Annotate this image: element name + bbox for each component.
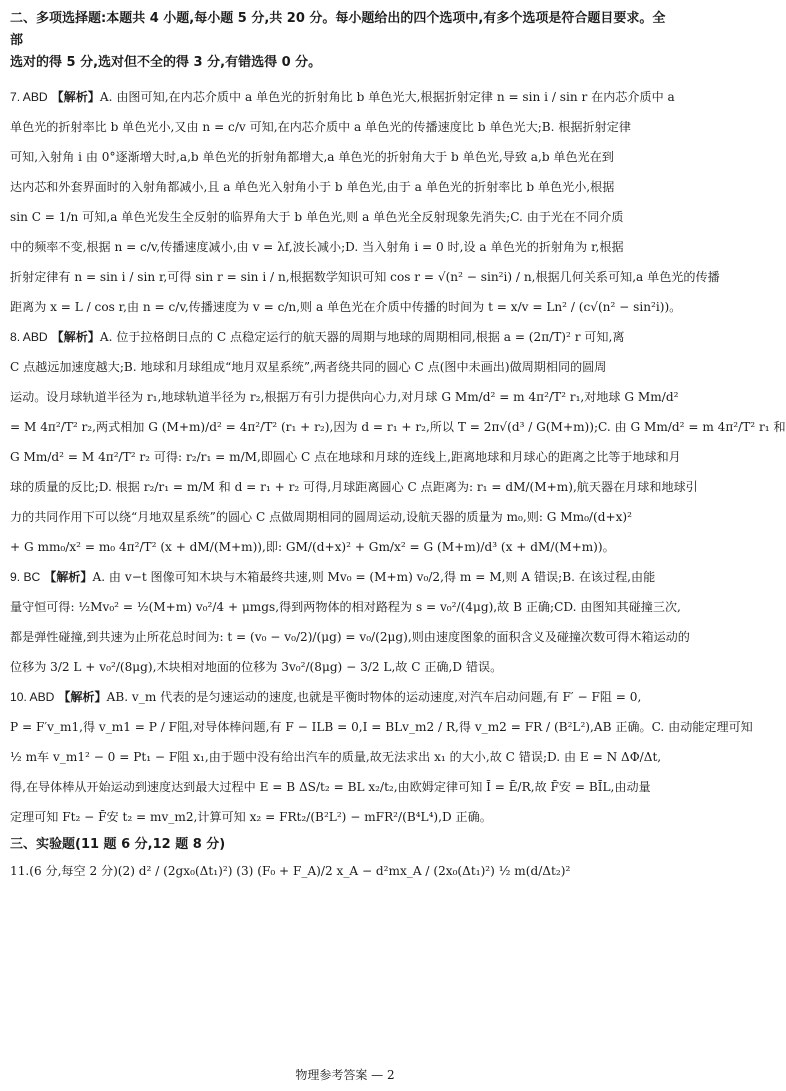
answer-9-line-2: 量守恒可得: ½Mv₀² = ½(M+m) v₀²/4 + μmgs,得到两物体的相对路程为 s = v₀²/(4μg),故 B 正确;CD. 由图知其碰撞三次, — [10, 600, 681, 614]
answer-7-line-2: 单色光的折射率比 b 单色光小,又由 n = c/v 可知,在内芯介质中 a 单色光的传播速度比 b 单色光大;B. 根据折射定律 — [10, 120, 631, 134]
answer-7-line-1: A. 由图可知,在内芯介质中 a 单色光的折射角比 b 单色光大,根据折射定律 n = sin i / sin r 在内芯介质中 a — [99, 90, 675, 104]
answer-8-line-7: 力的共同作用下可以绕“月地双星系统”的圆心 C 点做周期相同的圆周运动,设航天器的质量为 m₀,则: G Mm₀/(d+x)² — [10, 510, 632, 524]
answer-7-number: 7. ABD — [10, 90, 48, 104]
answer-8-line-4: = M 4π²/T² r₂,两式相加 G (M+m)/d² = 4π²/T² (r₁ + r₂),因为 d = r₁ + r₂,所以 T = 2π√(d³ / G(M+m));C. 由 G Mm/d² = m 4π²/T² r₁ 和 — [10, 420, 786, 434]
answer-7-tag: 【解析】 — [51, 90, 100, 104]
answer-10-line-3: ½ m车 v_m1² − 0 = Pt₁ − F阻 x₁,由于题中没有给出汽车的质量,故无法求出 x₁ 的大小,故 C 错误;D. 由 E = N ΔΦ/Δt, — [10, 750, 662, 764]
answer-7 — [10, 82, 720, 322]
answer-10-line-4: 得,在导体棒从开始运动到速度达到最大过程中 E = B ΔS/t₂ = BL x₂/t₂,由欧姆定律可知 Ī = Ē/R,故 F̄安 = BĪL,由动量 — [10, 780, 651, 794]
answer-7-line-7: 折射定律有 n = sin i / sin r,可得 sin r = sin i / n,根据数学知识可知 cos r = √(n² − sin²i) / n,根据几何关系可知,a 单色光的传播 — [10, 270, 720, 284]
page-footer: 物理参考答案 — 2 — [295, 1068, 395, 1082]
answer-8-line-8: + G mm₀/x² = m₀ 4π²/T² (x + dM/(M+m)),即: GM/(d+x)² + Gm/x² = G (M+m)/d³ (x + dM/(M+m))。 — [10, 540, 615, 554]
answer-8-tag: 【解析】 — [51, 330, 100, 344]
answer-9-tag: 【解析】 — [44, 570, 93, 584]
answer-7-line-8: 距离为 x = L / cos r,由 n = c/v,传播速度为 v = c/n,则 a 单色光在介质中传播的时间为 t = x/v = Ln² / (c√(n² − sin²i))。 — [10, 300, 682, 314]
answer-7-line-3: 可知,入射角 i 由 0°逐渐增大时,a,b 单色光的折射角都增大,a 单色光的折射角大于 b 单色光,导致 a,b 单色光在到 — [10, 150, 614, 164]
answer-8-line-3: 运动。设月球轨道半径为 r₁,地球轨道半径为 r₂,根据万有引力提供向心力,对月球 G Mm/d² = m 4π²/T² r₁,对地球 G Mm/d² — [10, 390, 679, 404]
answer-10-line-2: P = F′v_m1,得 v_m1 = P / F阻,对导体棒问题,有 F − ILB = 0,I = BLv_m2 / R,得 v_m2 = FR / (B²L²),AB 正确。C. 由动能定理可知 — [10, 720, 753, 734]
answer-9-line-4: 位移为 3/2 L + v₀²/(8μg),木块相对地面的位移为 3v₀²/(8μg) − 3/2 L,故 C 正确,D 错误。 — [10, 660, 503, 674]
answer-10 — [10, 682, 753, 832]
answer-10-line-5: 定理可知 Ft₂ − F̄安 t₂ = mv_m2,计算可知 x₂ = FRt₂/(B²L²) − mFR²/(B⁴L⁴),D 正确。 — [10, 810, 492, 824]
answer-8 — [10, 322, 786, 562]
answer-7-line-6: 中的频率不变,根据 n = c/v,传播速度减小,由 v = λf,波长减小;D. 当入射角 i = 0 时,设 a 单色光的折射角为 r,根据 — [10, 240, 624, 254]
answer-8-line-6: 球的质量的反比;D. 根据 r₂/r₁ = m/M 和 d = r₁ + r₂ 可得,月球距离圆心 C 点距离为: r₁ = dM/(M+m),航天器在月球和地球引 — [10, 480, 698, 494]
answer-9-line-3: 都是弹性碰撞,到共速为止所花总时间为: t = (v₀ − v₀/2)/(μg) = v₀/(2μg),则由速度图象的面积含义及碰撞次数可得木箱运动的 — [10, 630, 690, 644]
answer-11: 11.(6 分,每空 2 分)(2) d² / (2gx₀(Δt₁)²) (3) (F₀ + F_A)/2 x_A − d²mx_A / (2x₀(Δt₁)²) ½ m(d/Δt₂)² — [10, 864, 571, 878]
answer-10-number: 10. ABD — [10, 690, 55, 704]
answer-8-number: 8. ABD — [10, 330, 48, 344]
answer-9-number: 9. BC — [10, 570, 41, 584]
section-2-title-line-2: 选对的得 5 分,选对但不全的得 3 分,有错选得 0 分。 — [10, 55, 322, 70]
answer-7-line-4: 达内芯和外套界面时的入射角都减小,且 a 单色光入射角小于 b 单色光,由于 a 单色光的折射率比 b 单色光小,根据 — [10, 180, 615, 194]
answer-9 — [10, 562, 690, 682]
answer-10-line-1: AB. v_m 代表的是匀速运动的速度,也就是平衡时物体的运动速度,对汽车启动问题,有 F′ − F阻 = 0, — [106, 690, 642, 704]
section-3-title: 三、实验题(11 题 6 分,12 题 8 分) — [10, 837, 226, 852]
answer-8-line-2: C 点越远加速度越大;B. 地球和月球组成“地月双星系统”,两者绕共同的圆心 C 点(图中未画出)做周期相同的圆周 — [10, 360, 607, 374]
section-2-title-line-1: 二、多项选择题:本题共 4 小题,每小题 5 分,共 20 分。每小题给出的四个选项中,有多个选项是符合题目要求。全部 — [10, 11, 666, 48]
answer-8-line-5: G Mm/d² = M 4π²/T² r₂ 可得: r₂/r₁ = m/M,即圆心 C 点在地球和月球的连线上,距离地球和月球心的距离之比等于地球和月 — [10, 450, 681, 464]
answer-8-line-1: A. 位于拉格朗日点的 C 点稳定运行的航天器的周期与地球的周期相同,根据 a = (2π/T)² r 可知,离 — [99, 330, 625, 344]
answer-10-tag: 【解析】 — [58, 690, 107, 704]
answer-7-line-5: sin C = 1/n 可知,a 单色光发生全反射的临界角大于 b 单色光,则 a 单色光全反射现象先消失;C. 由于光在不同介质 — [10, 210, 624, 224]
answer-9-line-1: A. 由 v−t 图像可知木块与木箱最终共速,则 Mv₀ = (M+m) v₀/2,得 m = M,则 A 错误;B. 在该过程,由能 — [92, 570, 656, 584]
